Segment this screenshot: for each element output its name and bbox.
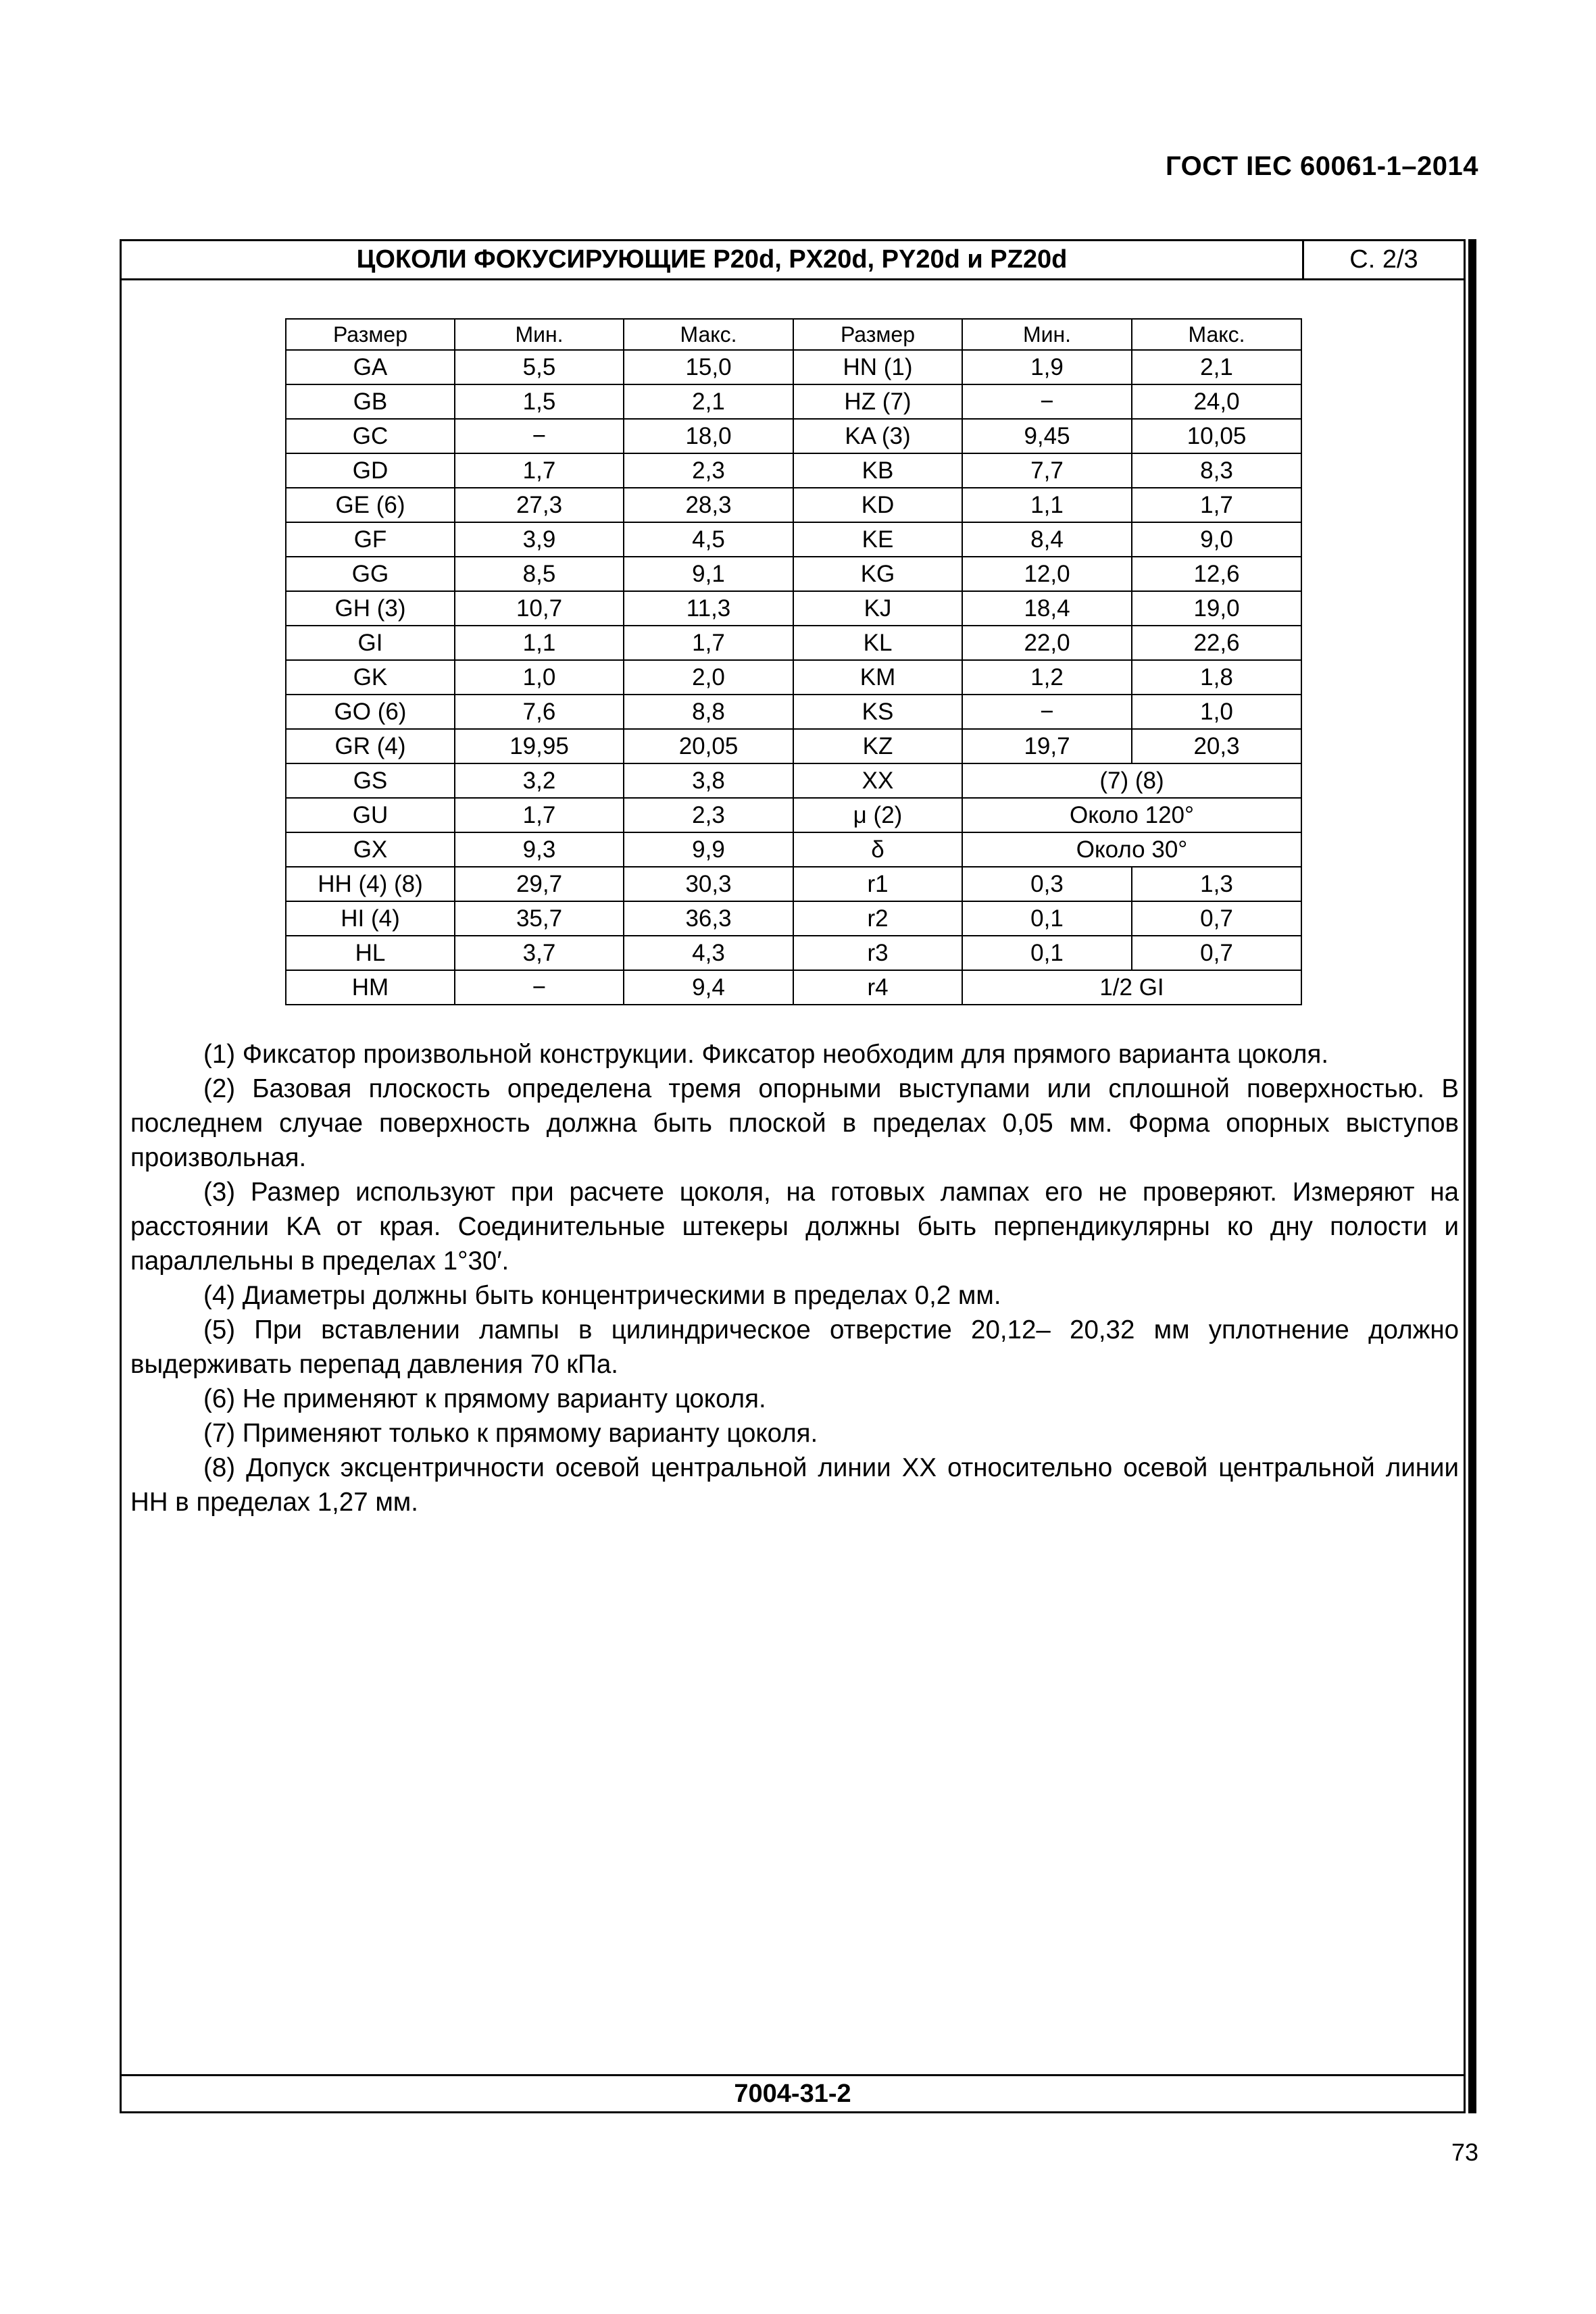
column-header: Размер — [793, 319, 962, 350]
table-cell: 3,7 — [455, 936, 624, 970]
table-row — [286, 522, 1301, 557]
table-row — [286, 695, 1301, 729]
footnote: (4) Диаметры должны быть концентрическими в пределах 0,2 мм. — [203, 1281, 1001, 1310]
table-cell: KZ — [793, 729, 962, 763]
table-cell: 1,1 — [455, 626, 624, 660]
table-cell: 1/2 GI — [962, 970, 1301, 1005]
column-header: Макс. — [624, 319, 793, 350]
footnote: (5) При вставлении лампы в цилиндрическое отверстие 20,12– 20,32 мм уплотнение должно выдерживать перепад давления 70 кПа. — [130, 1315, 1459, 1379]
table-row — [286, 901, 1301, 936]
table-cell: 1,5 — [455, 384, 624, 419]
table-cell: 22,6 — [1132, 626, 1301, 660]
table-cell: Около 30° — [962, 832, 1301, 867]
table-cell: GA — [286, 350, 455, 384]
table-cell: 10,7 — [455, 591, 624, 626]
table-cell: 4,5 — [624, 522, 793, 557]
table-cell: − — [455, 419, 624, 453]
table-row — [286, 591, 1301, 626]
sheet-footer-code: 7004-31-2 — [122, 2074, 1464, 2111]
page-number: 73 — [1451, 2138, 1478, 2166]
table-cell: 10,05 — [1132, 419, 1301, 453]
table-cell: 1,7 — [455, 453, 624, 488]
table-cell: (7) (8) — [962, 763, 1301, 798]
table-row — [286, 453, 1301, 488]
table-cell: HL — [286, 936, 455, 970]
table-cell: δ — [793, 832, 962, 867]
table-cell: 29,7 — [455, 867, 624, 901]
table-cell: 28,3 — [624, 488, 793, 522]
table-cell: GF — [286, 522, 455, 557]
table-cell: KL — [793, 626, 962, 660]
table-cell: 12,6 — [1132, 557, 1301, 591]
footnote: (3) Размер используют при расчете цоколя, на готовых лампах его не проверяют. Измеряют на расстоянии KA от края. Соединительные штекеры должны быть перпендикулярны ко дну полости и параллельны в пределах 1°30′. — [130, 1178, 1459, 1276]
table-row — [286, 660, 1301, 695]
column-header: Размер — [286, 319, 455, 350]
table-cell: 0,3 — [962, 867, 1132, 901]
footnote: (7) Применяют только к прямому варианту цоколя. — [203, 1419, 818, 1448]
table-cell: 1,9 — [962, 350, 1132, 384]
table-cell: 7,7 — [962, 453, 1132, 488]
table-cell: KS — [793, 695, 962, 729]
table-cell: 9,1 — [624, 557, 793, 591]
table-cell: 5,5 — [455, 350, 624, 384]
table-row — [286, 557, 1301, 591]
table-cell: μ (2) — [793, 798, 962, 832]
table-cell: 9,3 — [455, 832, 624, 867]
table-row — [286, 350, 1301, 384]
table-cell: 9,9 — [624, 832, 793, 867]
table-cell: KM — [793, 660, 962, 695]
table-row — [286, 488, 1301, 522]
table-row — [286, 798, 1301, 832]
table-cell: GH (3) — [286, 591, 455, 626]
table-cell: XX — [793, 763, 962, 798]
column-header: Мин. — [455, 319, 624, 350]
table-cell: GX — [286, 832, 455, 867]
table-cell: GK — [286, 660, 455, 695]
table-row — [286, 832, 1301, 867]
table-row — [286, 867, 1301, 901]
table-cell: 20,3 — [1132, 729, 1301, 763]
footnote: (8) Допуск эксцентричности осевой центральной линии XX относительно осевой центральной линии HH в пределах 1,27 мм. — [130, 1453, 1459, 1517]
table-cell: 30,3 — [624, 867, 793, 901]
table-cell: 1,2 — [962, 660, 1132, 695]
footnote: (1) Фиксатор произвольной конструкции. Фиксатор необходим для прямого варианта цоколя. — [203, 1040, 1329, 1069]
table-row — [286, 970, 1301, 1005]
table-header-row — [286, 319, 1301, 350]
table-cell: 8,3 — [1132, 453, 1301, 488]
table-cell: GE (6) — [286, 488, 455, 522]
table-cell: Около 120° — [962, 798, 1301, 832]
table-cell: 2,3 — [624, 798, 793, 832]
table-cell: GS — [286, 763, 455, 798]
table-cell: KJ — [793, 591, 962, 626]
table-cell: 35,7 — [455, 901, 624, 936]
table-row — [286, 626, 1301, 660]
table-cell: 19,95 — [455, 729, 624, 763]
table-cell: 2,1 — [1132, 350, 1301, 384]
table-cell: HN (1) — [793, 350, 962, 384]
table-cell: 9,4 — [624, 970, 793, 1005]
table-row — [286, 729, 1301, 763]
footnotes — [130, 1037, 1459, 1519]
table-cell: r4 — [793, 970, 962, 1005]
table-row — [286, 384, 1301, 419]
sheet-title-bar — [122, 241, 1464, 280]
table-cell: HM — [286, 970, 455, 1005]
table-cell: 0,7 — [1132, 901, 1301, 936]
table-cell: 11,3 — [624, 591, 793, 626]
table-cell: 19,0 — [1132, 591, 1301, 626]
sheet-frame — [120, 239, 1466, 2113]
table-cell: r1 — [793, 867, 962, 901]
table-cell: 27,3 — [455, 488, 624, 522]
table-cell: GC — [286, 419, 455, 453]
table-cell: 2,0 — [624, 660, 793, 695]
table-row — [286, 936, 1301, 970]
table-cell: 2,3 — [624, 453, 793, 488]
table-cell: 19,7 — [962, 729, 1132, 763]
table-cell: KB — [793, 453, 962, 488]
column-header: Макс. — [1132, 319, 1301, 350]
frame-shadow-rule — [1468, 239, 1476, 2113]
table-cell: 0,1 — [962, 901, 1132, 936]
table-cell: HI (4) — [286, 901, 455, 936]
table-cell: − — [962, 384, 1132, 419]
table-cell: 24,0 — [1132, 384, 1301, 419]
column-header: Мин. — [962, 319, 1132, 350]
table-cell: GB — [286, 384, 455, 419]
table-cell: 9,45 — [962, 419, 1132, 453]
table-cell: 3,2 — [455, 763, 624, 798]
table-cell: 18,0 — [624, 419, 793, 453]
table-cell: GO (6) — [286, 695, 455, 729]
table-cell: 12,0 — [962, 557, 1132, 591]
table-cell: 8,8 — [624, 695, 793, 729]
table-cell: 2,1 — [624, 384, 793, 419]
document-code: ГОСТ IEC 60061-1–2014 — [1165, 151, 1478, 181]
table-cell: 1,7 — [624, 626, 793, 660]
table-cell: GI — [286, 626, 455, 660]
table-cell: r2 — [793, 901, 962, 936]
table-cell: 15,0 — [624, 350, 793, 384]
table-cell: 8,5 — [455, 557, 624, 591]
table-cell: HZ (7) — [793, 384, 962, 419]
table-cell: r3 — [793, 936, 962, 970]
table-row — [286, 763, 1301, 798]
table-cell: 1,0 — [455, 660, 624, 695]
table-cell: GG — [286, 557, 455, 591]
table-cell: 0,1 — [962, 936, 1132, 970]
table-cell: 20,05 — [624, 729, 793, 763]
table-cell: − — [962, 695, 1132, 729]
sheet-title: ЦОКОЛИ ФОКУСИРУЮЩИЕ P20d, PX20d, PY20d и PZ20d — [122, 241, 1304, 278]
table-cell: GD — [286, 453, 455, 488]
table-cell: 1,7 — [455, 798, 624, 832]
table-cell: 9,0 — [1132, 522, 1301, 557]
table-cell: 1,8 — [1132, 660, 1301, 695]
table-cell: − — [455, 970, 624, 1005]
table-cell: GU — [286, 798, 455, 832]
table-cell: 7,6 — [455, 695, 624, 729]
table-cell: 18,4 — [962, 591, 1132, 626]
table-row — [286, 419, 1301, 453]
table-body — [286, 350, 1301, 1005]
table-cell: 1,0 — [1132, 695, 1301, 729]
table-cell: GR (4) — [286, 729, 455, 763]
footnote: (6) Не применяют к прямому варианту цоколя. — [203, 1384, 766, 1413]
table-cell: KG — [793, 557, 962, 591]
table-cell: KE — [793, 522, 962, 557]
dimensions-table — [285, 318, 1302, 1005]
table-cell: KA (3) — [793, 419, 962, 453]
table-cell: 8,4 — [962, 522, 1132, 557]
table-cell: 1,3 — [1132, 867, 1301, 901]
table-cell: 22,0 — [962, 626, 1132, 660]
table-cell: KD — [793, 488, 962, 522]
sheet-page-ref: С. 2/3 — [1349, 245, 1418, 274]
table-cell: 1,1 — [962, 488, 1132, 522]
table-cell: HH (4) (8) — [286, 867, 455, 901]
footnote: (2) Базовая плоскость определена тремя опорными выступами или сплошной поверхностью. В последнем случае поверхность должна быть плоской в пределах 0,05 мм. Форма опорных выступов произвольная. — [130, 1074, 1459, 1172]
table-cell: 3,9 — [455, 522, 624, 557]
table-cell: 1,7 — [1132, 488, 1301, 522]
table-cell: 3,8 — [624, 763, 793, 798]
table-cell: 4,3 — [624, 936, 793, 970]
table-cell: 0,7 — [1132, 936, 1301, 970]
table-cell: 36,3 — [624, 901, 793, 936]
